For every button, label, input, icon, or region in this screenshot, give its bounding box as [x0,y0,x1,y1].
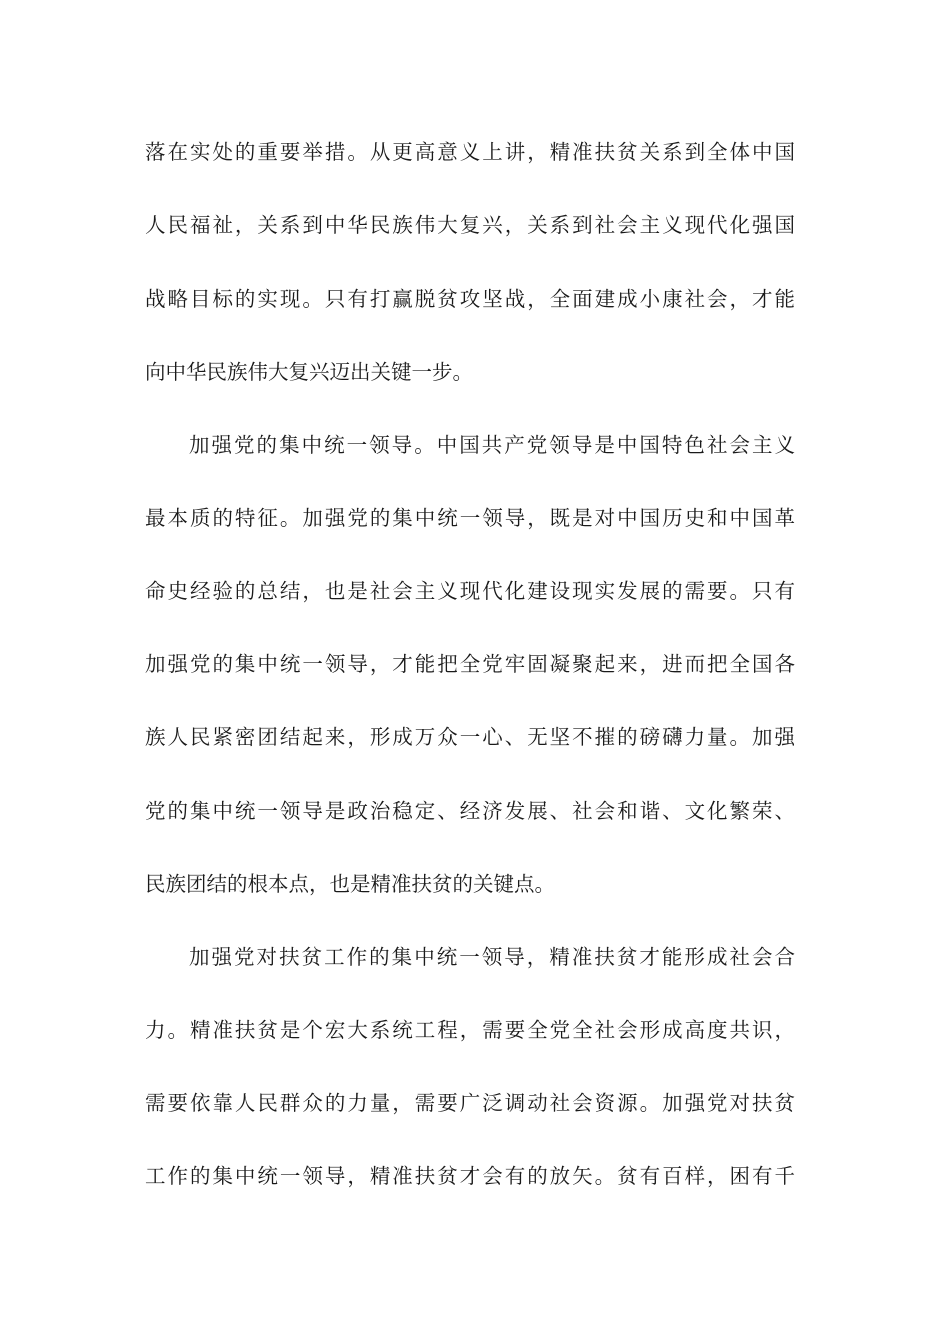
paragraph-line: 加强党的集中统一领导，才能把全党牢固凝聚起来，进而把全国各 [145,652,795,676]
paragraph-line: 民族团结的根本点，也是精准扶贫的关键点。 [145,872,555,896]
paragraph-line: 工作的集中统一领导，精准扶贫才会有的放矢。贫有百样，困有千 [145,1164,795,1188]
paragraph-line: 最本质的特征。加强党的集中统一领导，既是对中国历史和中国革 [145,506,795,530]
paragraph-line: 族人民紧密团结起来，形成万众一心、无坚不摧的磅礴力量。加强 [145,725,795,749]
paragraph-line: 加强党的集中统一领导。中国共产党领导是中国特色社会主义 [189,433,795,457]
paragraph-line: 落在实处的重要举措。从更高意义上讲，精准扶贫关系到全体中国 [145,140,795,164]
paragraph-line: 党的集中统一领导是政治稳定、经济发展、社会和谐、文化繁荣、 [145,799,795,823]
paragraph-line: 需要依靠人民群众的力量，需要广泛调动社会资源。加强党对扶贫 [145,1091,795,1115]
paragraph-line: 命史经验的总结，也是社会主义现代化建设现实发展的需要。只有 [145,579,795,603]
paragraph-line: 加强党对扶贫工作的集中统一领导，精准扶贫才能形成社会合 [189,945,795,969]
paragraph-line: 人民福祉，关系到中华民族伟大复兴，关系到社会主义现代化强国 [145,213,795,237]
paragraph-line: 战略目标的实现。只有打赢脱贫攻坚战，全面建成小康社会，才能 [145,287,795,311]
paragraph-line: 向中华民族伟大复兴迈出关键一步。 [145,360,473,384]
paragraph-line: 力。精准扶贫是个宏大系统工程，需要全党全社会形成高度共识， [145,1018,795,1042]
